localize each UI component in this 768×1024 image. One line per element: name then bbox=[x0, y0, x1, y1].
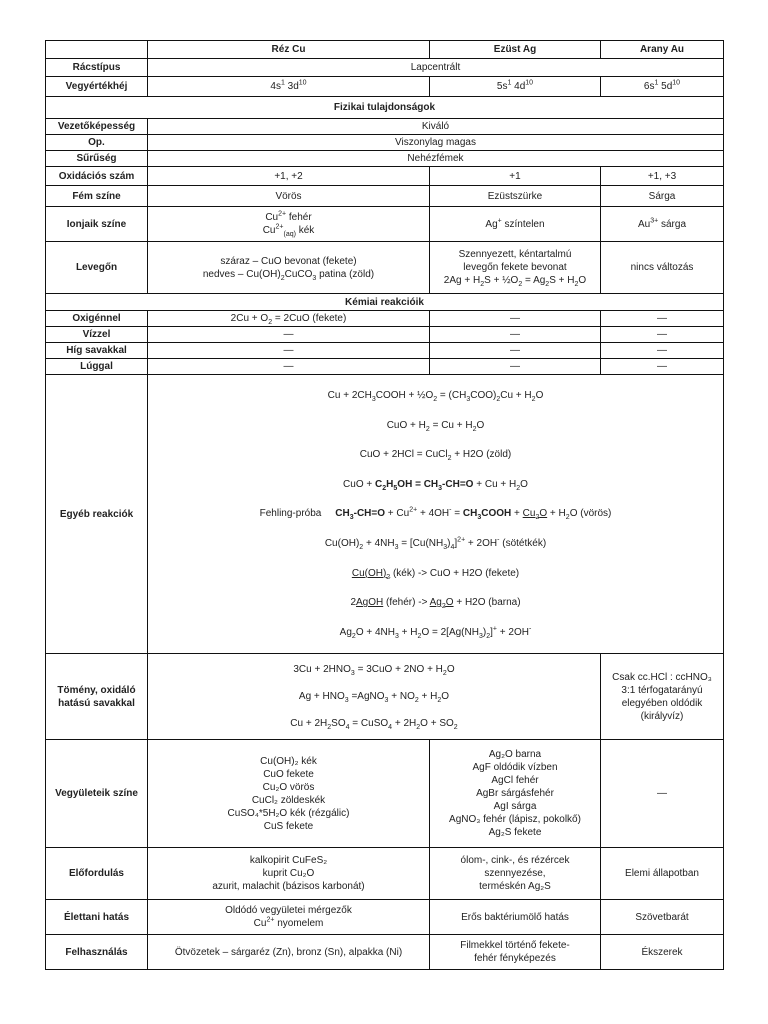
cell-value: Viszonylag magas bbox=[148, 135, 724, 151]
row-luggal bbox=[46, 359, 724, 375]
cell-cu: Vörös bbox=[148, 186, 430, 207]
cu-dry: száraz – CuO bevonat (fekete) bbox=[220, 255, 357, 267]
cell-ag: — bbox=[430, 343, 601, 359]
cell-ag: — bbox=[430, 327, 601, 343]
reaction-7: $Cu(OH)_2$ (kék) -> CuO + H2O (fekete) bbox=[351, 567, 520, 581]
reaction-4: CuO + $C_2H_5OH = CH_3-CH=O + Cu + H_2O$ bbox=[343, 478, 528, 492]
row-elofordulas bbox=[46, 848, 724, 900]
cell-au: +1, +3 bbox=[601, 167, 724, 186]
row-op bbox=[46, 135, 724, 151]
cell-cu: $2Cu + O_2 = 2CuO$ (fekete) bbox=[148, 311, 430, 327]
cell-au: — bbox=[601, 359, 724, 375]
cell-au: Szövetbarát bbox=[601, 900, 724, 935]
row-label: Rácstípus bbox=[46, 59, 148, 77]
reaction-6: $Cu(OH)_2 + 4NH_3 = [Cu(NH_3)_4]^{2+} + 2OH^-$ (sötétkék) bbox=[324, 536, 547, 551]
row-label: Levegőn bbox=[46, 242, 148, 294]
cell-ag: — bbox=[430, 359, 601, 375]
cell-au: — bbox=[601, 740, 724, 848]
cu-line-1: Oldódó vegyületei mérgezők bbox=[225, 905, 352, 917]
row-tomeny bbox=[46, 654, 724, 740]
row-label: Fém színe bbox=[46, 186, 148, 207]
row-levegon bbox=[46, 242, 724, 294]
row-label: Híg savakkal bbox=[46, 343, 148, 359]
row-label: Op. bbox=[46, 135, 148, 151]
row-vegyertekhej bbox=[46, 77, 724, 97]
reaction-8: 2AgOH (fehér) -> $Ag_2O + H2O$ (barna) bbox=[350, 597, 521, 611]
cell-cu: $4s^1$ $3d^{10}$ bbox=[148, 77, 430, 97]
section-fizikai bbox=[46, 97, 724, 119]
ion-color: színtelen bbox=[504, 218, 545, 230]
ion-color-1: fehér bbox=[288, 212, 312, 223]
cell-ag: Filmekkel történő fekete- fehér fényképezés bbox=[430, 935, 601, 970]
row-vezeto bbox=[46, 119, 724, 135]
cell-cu: Oldódó vegyületei mérgezők $Cu^{2+}$ nyomelem bbox=[148, 900, 430, 935]
cell-ag: — bbox=[430, 311, 601, 327]
cu-line-2: nyomelem bbox=[277, 918, 324, 930]
properties-table bbox=[45, 40, 724, 970]
cell-cu: +1, +2 bbox=[148, 167, 430, 186]
cell-cu-ag: $3Cu + 2HNO_3 = 3CuO + 2NO + H_2O$ $Ag + HNO_3$ =AgNO$_3$ + $NO_2 + H_2O$ $Cu + 2H_2SO_4$ = CuSO$_4$ + $2H_2O + SO_2$ bbox=[148, 654, 601, 740]
row-label: Oxigénnel bbox=[46, 311, 148, 327]
cell-ag: Erős baktériumölő hatás bbox=[430, 900, 601, 935]
cell-au: $Au^{3+}$ sárga bbox=[601, 207, 724, 242]
row-vizzel bbox=[46, 327, 724, 343]
row-felhasznalas bbox=[46, 935, 724, 970]
row-label: Egyéb reakciók bbox=[46, 375, 148, 654]
cell-ag: Ag₂O barna AgF oldódik vízben AgCl fehér AgBr sárgásfehér AgI sárga AgNO₃ fehér (lápisz, pokolkő) Ag₂S fekete bbox=[430, 740, 601, 848]
row-vegyuletek bbox=[46, 740, 724, 848]
row-higsav bbox=[46, 343, 724, 359]
cell-au: — bbox=[601, 311, 724, 327]
ag-line-1: Szennyezett, kéntartalmú bbox=[458, 249, 572, 260]
row-label: Vegyületeik színe bbox=[46, 740, 148, 848]
row-egyeb bbox=[46, 375, 724, 654]
cell-cu: $Cu^{2+}$ fehér $Cu^{2+}_{(aq)}$ kék bbox=[148, 207, 430, 242]
cell-au: — bbox=[601, 343, 724, 359]
row-suruseg bbox=[46, 151, 724, 167]
row-label: Élettani hatás bbox=[46, 900, 148, 935]
cell-ag: $5s^1$ $4d^{10}$ bbox=[430, 77, 601, 97]
ag-line-2: levegőn fekete bevonat bbox=[463, 262, 567, 273]
cell-ag: Ezüstszürke bbox=[430, 186, 601, 207]
row-label: Felhasználás bbox=[46, 935, 148, 970]
cell-au: Csak cc.HCl : ccHNO₃ 3:1 térfogatarányú elegyében oldódik (királyvíz) bbox=[601, 654, 724, 740]
section-title: Kémiai reakcióik bbox=[46, 294, 724, 311]
header-cu: Réz Cu bbox=[148, 41, 430, 59]
cell-au: Ékszerek bbox=[601, 935, 724, 970]
row-oxidacio bbox=[46, 167, 724, 186]
fehling-label: Fehling-próba bbox=[259, 508, 322, 520]
row-label: Lúggal bbox=[46, 359, 148, 375]
ion-color-2: kék bbox=[298, 225, 315, 236]
header-empty bbox=[46, 41, 148, 59]
row-label: Oxidációs szám bbox=[46, 167, 148, 186]
row-label: Sűrűség bbox=[46, 151, 148, 167]
cell-cu: — bbox=[148, 327, 430, 343]
cell-au: — bbox=[601, 327, 724, 343]
reaction-2: CuO + $H_2 = Cu + H_2O$ bbox=[386, 419, 485, 433]
cell-ag: +1 bbox=[430, 167, 601, 186]
cell-cu: — bbox=[148, 343, 430, 359]
cell-cu: kalkopirit CuFeS₂ kuprit Cu₂O azurit, malachit (bázisos karbonát) bbox=[148, 848, 430, 900]
cell-cu: Cu(OH)₂ kék CuO fekete Cu₂O vörös CuCl₂ zöldeskék CuSO₄*5H₂O kék (rézgálic) CuS fekete bbox=[148, 740, 430, 848]
reaction-1: $Cu + 2CH_3COOH$ + $\frac{1}{2}O_2 = (CH_3COO)_2Cu + H_2O$ bbox=[327, 390, 544, 403]
section-title: Fizikai tulajdonságok bbox=[46, 97, 724, 119]
row-elettani bbox=[46, 900, 724, 935]
cell-ag: Ag+ színtelen bbox=[430, 207, 601, 242]
reaction-9: $Ag_2O + 4NH_3 + H_2O = 2[Ag(NH_3)_2]^+ + 2OH^-$ bbox=[339, 625, 532, 640]
cell-au: $6s^1$ $5d^{10}$ bbox=[601, 77, 724, 97]
row-racstipus bbox=[46, 59, 724, 77]
cell-au: nincs változás bbox=[601, 242, 724, 294]
cell-ag: ólom-, cink-, és rézércek szennyezése, terméskén Ag₂S bbox=[430, 848, 601, 900]
header-au: Arany Au bbox=[601, 41, 724, 59]
row-label: Előfordulás bbox=[46, 848, 148, 900]
cell-value: Nehézfémek bbox=[148, 151, 724, 167]
reaction-3: CuO + 2HCl = CuCl$_2$ + H2O (zöld) bbox=[359, 449, 512, 463]
cell-au: Sárga bbox=[601, 186, 724, 207]
cell-cu: száraz – CuO bevonat (fekete) nedves – $Cu(OH)_2CuCO_3$ patina (zöld) bbox=[148, 242, 430, 294]
section-kemiai bbox=[46, 294, 724, 311]
cell-cu: Ötvözetek – sárgaréz (Zn), bronz (Sn), alpakka (Ni) bbox=[148, 935, 430, 970]
row-label: Tömény, oxidáló hatású savakkal bbox=[46, 654, 148, 740]
cell-value: Kiváló bbox=[148, 119, 724, 135]
row-ionjaik bbox=[46, 207, 724, 242]
row-label: Vízzel bbox=[46, 327, 148, 343]
row-label: Ionjaik színe bbox=[46, 207, 148, 242]
row-femszine bbox=[46, 186, 724, 207]
cell-value: Lapcentrált bbox=[148, 59, 724, 77]
reaction-list bbox=[148, 375, 724, 654]
cell-au: Elemi állapotban bbox=[601, 848, 724, 900]
header-ag: Ezüst Ag bbox=[430, 41, 601, 59]
row-label: Vezetőképesség bbox=[46, 119, 148, 135]
cell-cu: — bbox=[148, 359, 430, 375]
header-row bbox=[46, 41, 724, 59]
row-label: Vegyértékhéj bbox=[46, 77, 148, 97]
reaction-5: Fehling-próba $CH_3-CH=O + Cu^{2+} + 4OH^-$ = $CH_3COOH + Cu_2O + H_2O$ (vörös) bbox=[259, 507, 612, 522]
row-oxigennel bbox=[46, 311, 724, 327]
ion-color: sárga bbox=[660, 218, 686, 230]
cell-ag: Szennyezett, kéntartalmú levegőn fekete bevonat $2Ag + H_2S$ + $\frac{1}{2}O_2 = Ag_2S + H_2O$ bbox=[430, 242, 601, 294]
